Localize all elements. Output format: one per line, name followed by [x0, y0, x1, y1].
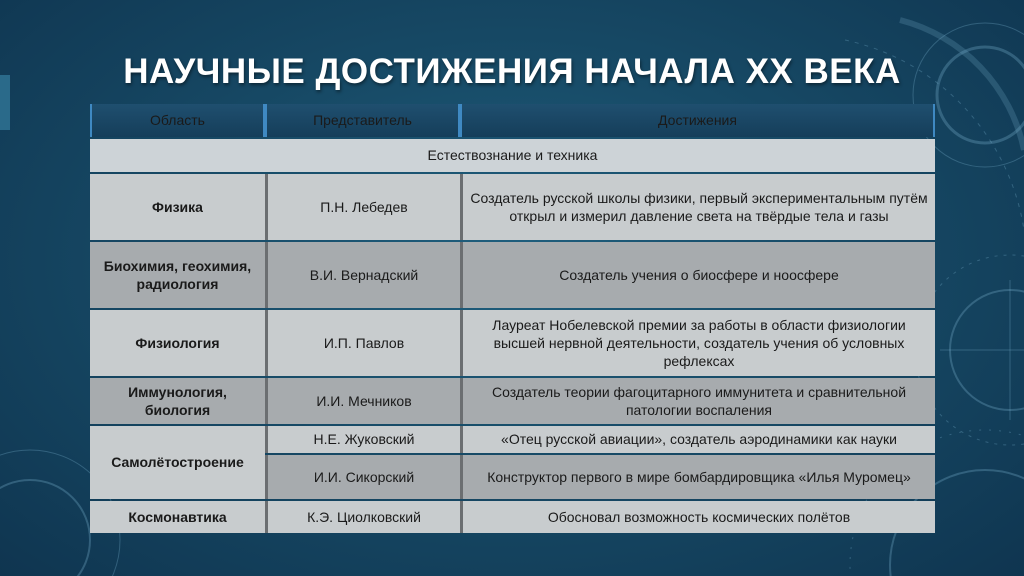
table-header-row	[90, 104, 935, 137]
table-row	[90, 426, 935, 453]
row-achievement: Создатель теории фагоцитарного иммунитета и сравнительной патологии воспаления	[460, 378, 935, 424]
row-area: Физиология	[90, 310, 265, 376]
header-area: Область	[90, 104, 265, 137]
table-row	[90, 378, 935, 424]
table-row	[90, 242, 935, 308]
row-achievement: Создатель русской школы физики, первый экспериментальным путём открыл и измерил давление света на твёрдые тела и газы	[460, 174, 935, 240]
achievements-table	[90, 102, 935, 535]
row-area: Самолётостроение	[90, 426, 265, 499]
row-area: Космонавтика	[90, 501, 265, 533]
row-representative: И.П. Павлов	[265, 310, 460, 376]
table-row	[90, 310, 935, 376]
row-representative: К.Э. Циолковский	[265, 501, 460, 533]
row-representative: П.Н. Лебедев	[265, 174, 460, 240]
row-representative: И.И. Мечников	[265, 378, 460, 424]
table-row	[90, 501, 935, 533]
row-achievement: Конструктор первого в мире бомбардировщика «Илья Муромец»	[460, 455, 935, 499]
row-area: Иммунология, биология	[90, 378, 265, 424]
section-row	[90, 139, 935, 172]
row-area: Биохимия, геохимия, радиология	[90, 242, 265, 308]
section-title: Естествознание и техника	[90, 139, 935, 172]
row-achievement: Обосновал возможность космических полётов	[460, 501, 935, 533]
row-representative: И.И. Сикорский	[265, 455, 460, 499]
header-achievements: Достижения	[460, 104, 935, 137]
row-achievement: «Отец русской авиации», создатель аэродинамики как науки	[460, 426, 935, 453]
row-achievement: Создатель учения о биосфере и ноосфере	[460, 242, 935, 308]
row-representative: Н.Е. Жуковский	[265, 426, 460, 453]
row-area: Физика	[90, 174, 265, 240]
header-representative: Представитель	[265, 104, 460, 137]
row-achievement: Лауреат Нобелевской премии за работы в области физиологии высшей нервной деятельности, создатель учения об условных рефлексах	[460, 310, 935, 376]
slide-title: НАУЧНЫЕ ДОСТИЖЕНИЯ НАЧАЛА ХХ ВЕКА	[123, 52, 901, 91]
table-row	[90, 174, 935, 240]
row-representative: В.И. Вернадский	[265, 242, 460, 308]
